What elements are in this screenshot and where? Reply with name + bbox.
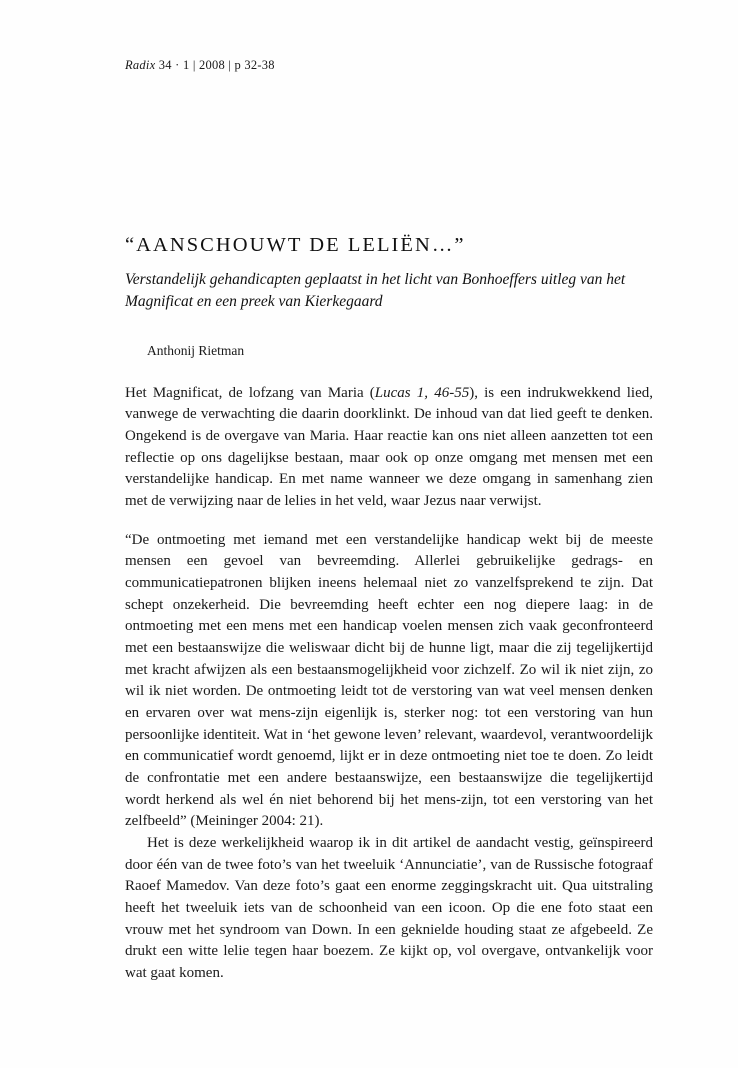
issue-citation: 34 · 1 | 2008 | p 32-38 — [158, 58, 275, 72]
article-body — [125, 383, 653, 985]
paragraph-3: Het is deze werkelijkheid waarop ik in dit artikel de aandacht vestig, geïnspireerd door één van de twee foto’s van het tweeluik ‘Annunciatie’, van de Russische fotograaf Raoef Mamedov. Van deze foto’s gaat een enorme zeggingskracht uit. Qua uitstraling heeft het tweeluik iets van de schoonheid van een icoon. Op die ene foto staat een vrouw met het syndroom van Down. In een geknielde houding staat ze afgebeeld. Ze drukt een witte lelie tegen haar boezem. Ze kijkt op, vol overgave, ontvankelijk voor wat gaat komen. — [125, 835, 653, 982]
running-head — [125, 58, 653, 73]
article-subtitle: Verstandelijk gehandicapten geplaatst in het licht van Bonhoeffers uitleg van het Magnificat en een preek van Kierkegaard — [125, 270, 626, 310]
title-block — [125, 233, 653, 313]
scripture-citation: Lucas 1, 46-55 — [374, 384, 470, 401]
journal-name: Radix — [125, 58, 156, 72]
page-content — [125, 58, 653, 985]
page-title: “AANSCHOUWT DE LELIËN…” — [125, 234, 466, 256]
paragraph-2: “De ontmoeting met iemand met een verstandelijke handicap wekt bij de meeste mensen een gevoel van bevreemding. Allerlei gebruikelijke gedrags- en communicatiepatronen blijken ineens helemaal niet zo vanzelfsprekend te zijn. Dat schept onzekerheid. Die bevreemding heeft echter een nog diepere laag: in de ontmoeting met een mens met een handicap voelen mensen zich vaak geconfronteerd met een bestaanswijze die weliswaar dicht bij de hunne ligt, maar die zij tegelijkertijd met kracht afwijzen als een bestaansmogelijkheid voor zichzelf. Zo wil ik niet zijn, zo wil ik niet worden. De ontmoeting leidt tot de verstoring van wat veel mensen denken en ervaren over wat mens-zijn eigenlijk is, sterker nog: tot een verstoring van hun persoonlijke identiteit. Wat in ‘het gewone leven’ relevant, waardevol, verantwoordelijk en communicatief wordt genoemd, lijkt er in deze ontmoeting niet toe te doen. Zo leidt de confrontatie met een andere bestaanswijze, een bestaanswijze die tegelijkertijd wordt herkend als wel én niet behorend bij het mens-zijn, tot een verstoring van het zelfbeeld” (Meininger 2004: 21). — [125, 531, 653, 830]
paragraph-1: Het Magnificat, de lofzang van Maria (Lucas 1, 46-55), is een indrukwekkend lied, vanwege de verwachting die daarin doorklinkt. De inhoud van dat lied geeft te denken. Ongekend is de overgave van Maria. Haar reactie kan ons niet alleen aanzetten tot een reflectie op ons dagelijkse bestaan, maar ook op onze omgang met mensen met een verstandelijke handicap. En met name wanneer we deze omgang in samenhang zien met de verwijzing naar de lelies in het veld, waar Jezus naar verwijst. — [125, 384, 653, 509]
author-name: Anthonij Rietman — [147, 342, 245, 358]
